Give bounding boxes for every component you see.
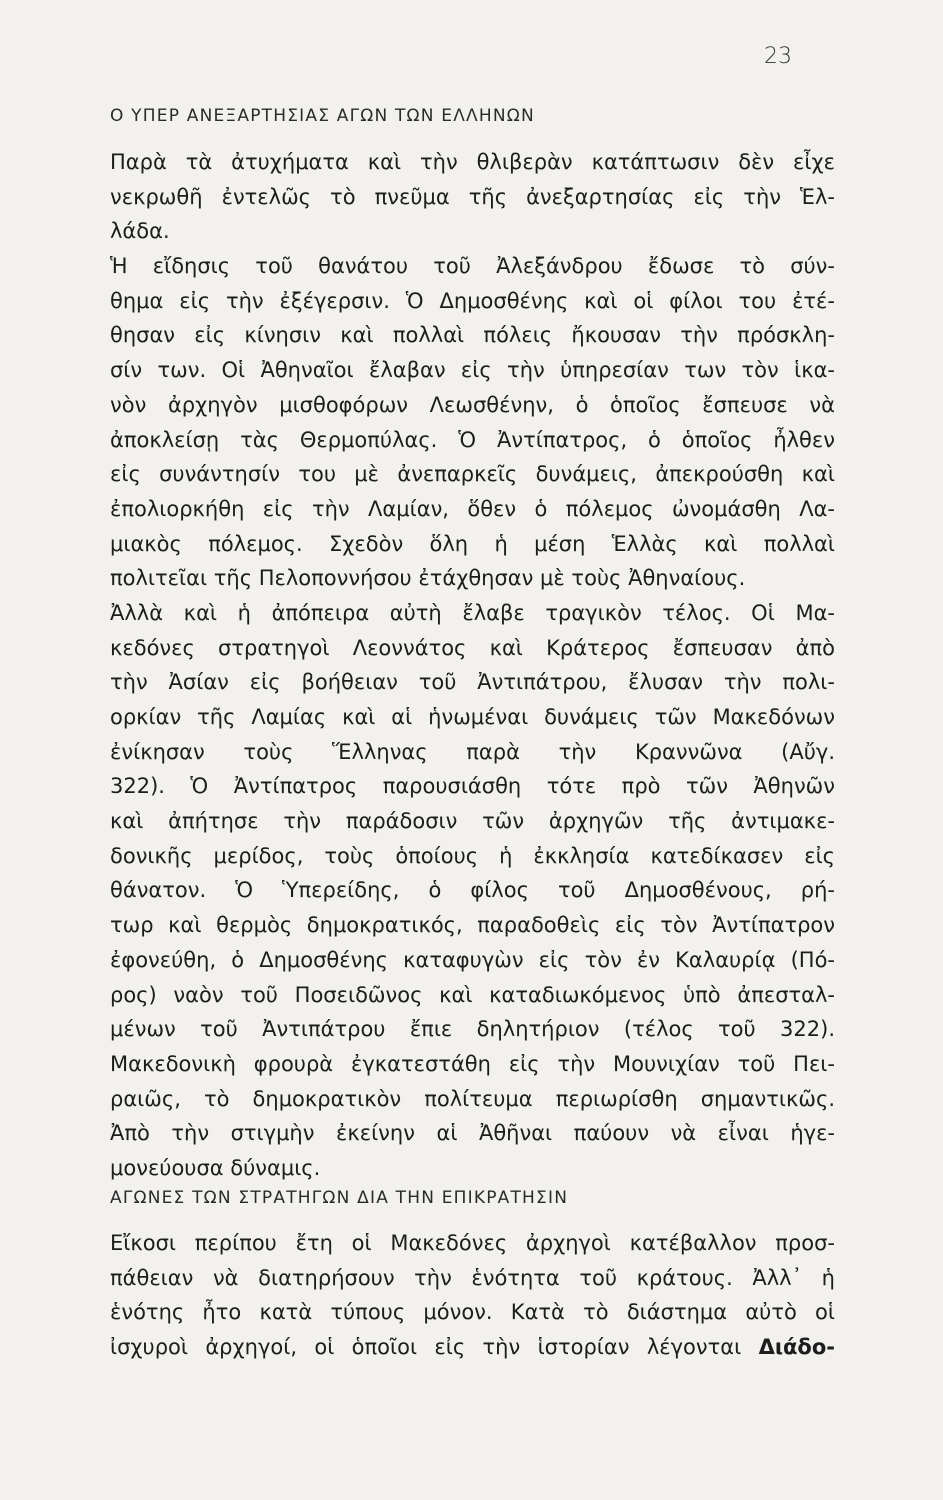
- text-line: θησαν εἰς κίνησιν καὶ πολλαὶ πόλεις ἤκουσαν τὴν πρόσκλη-: [110, 323, 835, 348]
- text-line: ραιῶς, τὸ δημοκρατικὸν πολίτευμα περιωρίσθη σημαντικῶς.: [110, 1086, 835, 1111]
- text-line: τωρ καὶ θερμὸς δημοκρατικός, παραδοθεὶς εἰς τὸν Ἀντίπατρον: [110, 913, 835, 938]
- text-line: μονεύουσα δύναμις.: [110, 1155, 321, 1180]
- text-line: τὴν Ἀσίαν εἰς βοήθειαν τοῦ Ἀντιπάτρου, ἔλυσαν τὴν πολι-: [110, 670, 835, 695]
- text-line: 322). Ὁ Ἀντίπατρος παρουσιάσθη τότε πρὸ τῶν Ἀθηνῶν: [110, 774, 835, 799]
- text-line: θημα εἰς τὴν ἐξέγερσιν. Ὁ Δημοσθένης καὶ οἱ φίλοι του ἐτέ-: [110, 288, 835, 313]
- section-heading-independence: Ο ΥΠΕΡ ΑΝΕΞΑΡΤΗΣΙΑΣ ΑΓΩΝ ΤΩΝ ΕΛΛΗΝΩΝ: [110, 106, 535, 126]
- text-line: ρος) ναὸν τοῦ Ποσειδῶνος καὶ καταδιωκόμενος ὑπὸ ἀπεσταλ-: [110, 982, 835, 1007]
- section-body-generals: [110, 1226, 835, 1365]
- section-body-independence: [110, 145, 835, 1186]
- text-line: καὶ ἀπήτησε τὴν παράδοσιν τῶν ἀρχηγῶν τῆς ἀντιμακε-: [110, 809, 835, 834]
- text-line: μιακὸς πόλεμος. Σχεδὸν ὅλη ἡ μέση Ἑλλὰς καὶ πολλαὶ: [110, 531, 835, 556]
- bold-term: Διάδο-: [758, 1335, 835, 1360]
- text-line: θάνατον. Ὁ Ὑπερείδης, ὁ φίλος τοῦ Δημοσθένους, ρή-: [110, 878, 835, 903]
- text-line: κεδόνες στρατηγοὶ Λεοννάτος καὶ Κράτερος ἔσπευσαν ἀπὸ: [110, 635, 835, 660]
- text-line: λάδα.: [110, 219, 170, 244]
- text-line: ἑνότης ἦτο κατὰ τύπους μόνον. Κατὰ τὸ διάστημα αὐτὸ οἱ: [110, 1300, 835, 1325]
- section-heading-generals: ΑΓΩΝΕΣ ΤΩΝ ΣΤΡΑΤΗΓΩΝ ΔΙΑ ΤΗΝ ΕΠΙΚΡΑΤΗΣΙΝ: [110, 1188, 569, 1208]
- text-line: νεκρωθῆ ἐντελῶς τὸ πνεῦμα τῆς ἀνεξαρτησίας εἰς τὴν Ἑλ-: [110, 184, 835, 209]
- text-line: ἐνίκησαν τοὺς Ἕλληνας παρὰ τὴν Κραννῶνα (Αὔγ.: [110, 739, 835, 764]
- text-line: δονικῆς μερίδος, τοὺς ὁποίους ἡ ἐκκλησία κατεδίκασεν εἰς: [110, 843, 835, 868]
- text-line: εἰς συνάντησίν του μὲ ἀνεπαρκεῖς δυνάμεις, ἀπεκρούσθη καὶ: [110, 462, 835, 487]
- text-line: Παρὰ τὰ ἀτυχήματα καὶ τὴν θλιβερὰν κατάπτωσιν δὲν εἶχε: [110, 150, 835, 174]
- text-line: νὸν ἀρχηγὸν μισθοφόρων Λεωσθένην, ὁ ὁποῖος ἔσπευσε νὰ: [110, 392, 835, 417]
- text-line: Μακεδονικὴ φρουρὰ ἐγκατεστάθη εἰς τὴν Μουνιχίαν τοῦ Πει-: [110, 1051, 835, 1076]
- text-line: σίν των. Οἱ Ἀθηναῖοι ἔλαβαν εἰς τὴν ὑπηρεσίαν των τὸν ἱκα-: [110, 358, 835, 383]
- text-line: ἀποκλείσῃ τὰς Θερμοπύλας. Ὁ Ἀντίπατρος, ὁ ὁποῖος ἦλθεν: [110, 427, 835, 452]
- text-line: ορκίαν τῆς Λαμίας καὶ αἱ ἡνωμέναι δυνάμεις τῶν Μακεδόνων: [110, 705, 835, 729]
- text-line: ἐφονεύθη, ὁ Δημοσθένης καταφυγὼν εἰς τὸν ἐν Καλαυρίᾳ (Πό-: [110, 947, 835, 972]
- text-line: πολιτεῖαι τῆς Πελοποννήσου ἐτάχθησαν μὲ τοὺς Ἀθηναίους.: [110, 566, 746, 591]
- text-line: πάθειαν νὰ διατηρήσουν τὴν ἑνότητα τοῦ κράτους. Ἀλλ᾽ ἡ: [110, 1265, 835, 1290]
- text-line-final: [110, 1330, 835, 1365]
- text-line: Ἀλλὰ καὶ ἡ ἀπόπειρα αὐτὴ ἔλαβε τραγικὸν τέλος. Οἱ Μα-: [110, 600, 835, 625]
- text-line: Ἀπὸ τὴν στιγμὴν ἐκείνην αἱ Ἀθῆναι παύουν νὰ εἶναι ἡγε-: [110, 1121, 835, 1146]
- text-line: ἐπολιορκήθη εἰς τὴν Λαμίαν, ὅθεν ὁ πόλεμος ὠνομάσθη Λα-: [110, 496, 835, 521]
- text-line-final-regular: ἰσχυροὶ ἀρχηγοί, οἱ ὁποῖοι εἰς τὴν ἱστορίαν λέγονται: [110, 1335, 759, 1360]
- page-number: 23: [764, 44, 792, 69]
- text-line: μένων τοῦ Ἀντιπάτρου ἔπιε δηλητήριον (τέλος τοῦ 322).: [110, 1017, 835, 1042]
- text-line: Εἴκοσι περίπου ἔτη οἱ Μακεδόνες ἀρχηγοὶ κατέβαλλον προσ-: [110, 1231, 835, 1255]
- text-line: Ἡ εἴδησις τοῦ θανάτου τοῦ Ἀλεξάνδρου ἔδωσε τὸ σύν-: [110, 254, 835, 279]
